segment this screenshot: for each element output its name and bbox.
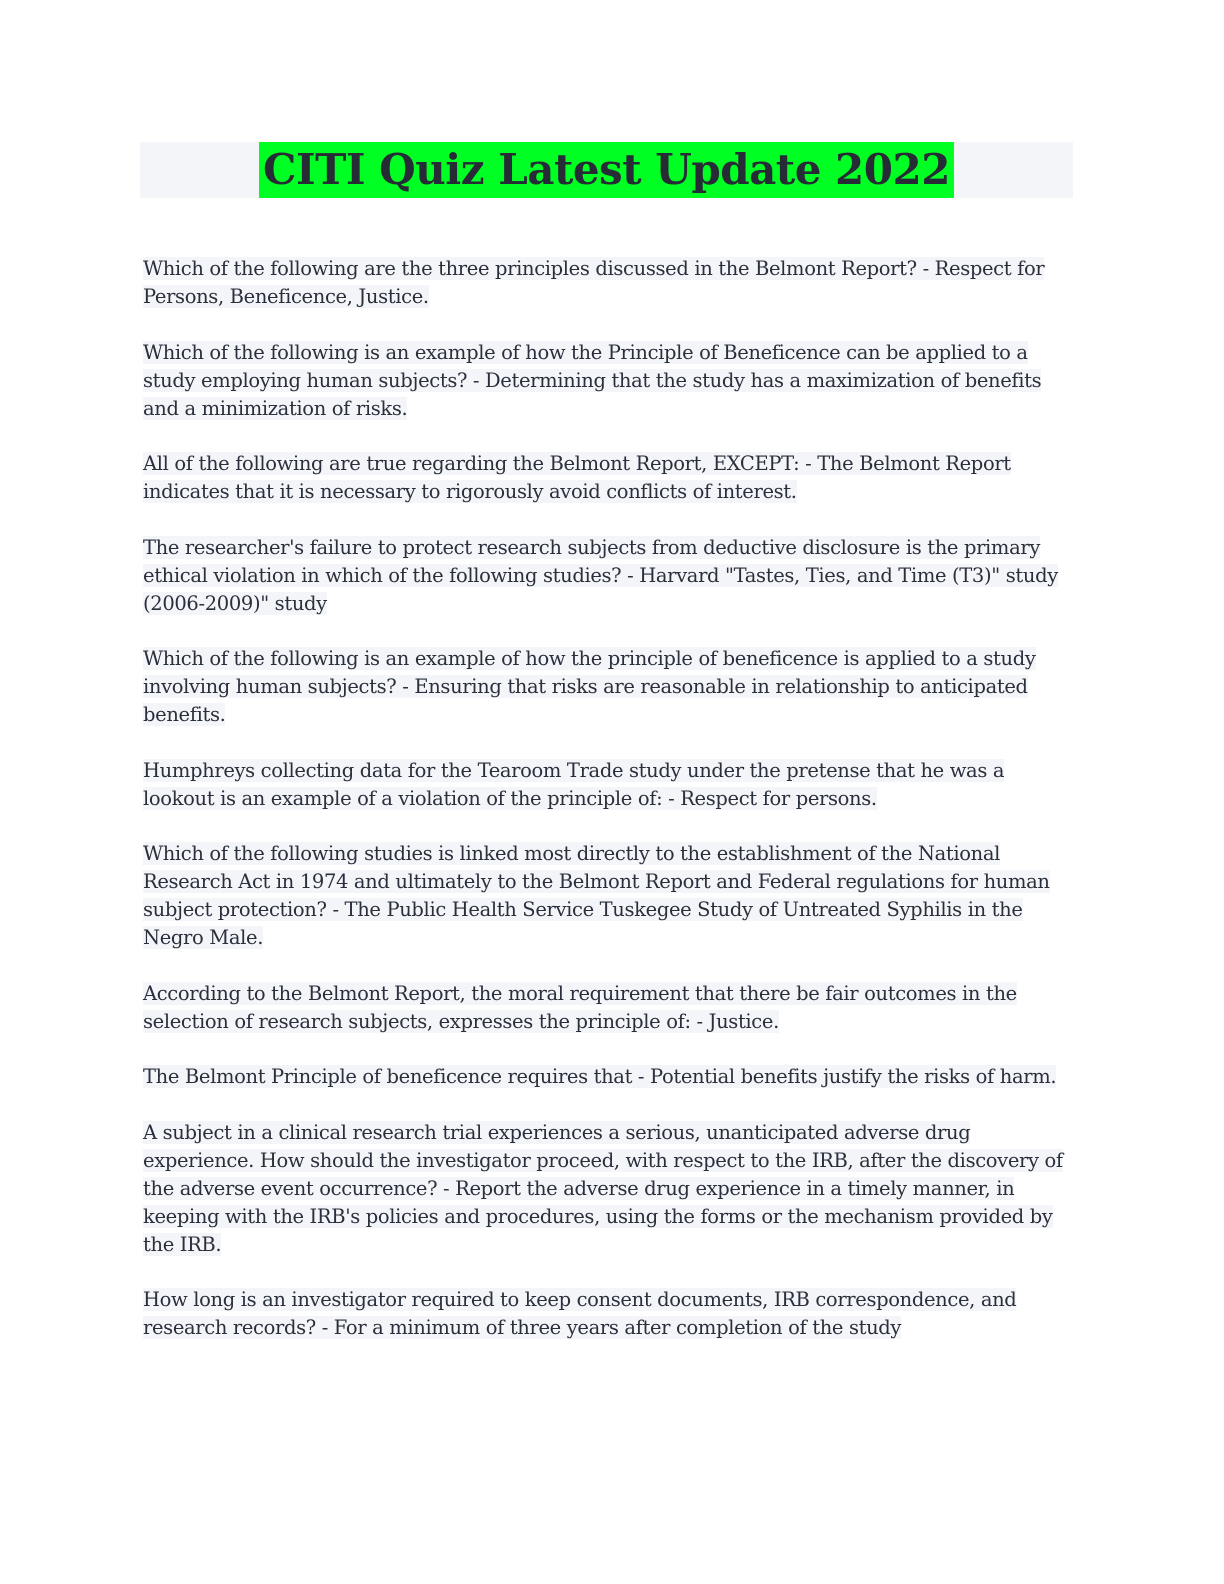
qa-item (143, 1063, 1073, 1091)
qa-text: Which of the following is an example of how the Principle of Beneficence can be applied to a study employing human subjects? - Determining that the study has a maximization of benefits and a minimization of risks. (143, 340, 1042, 420)
qa-text: A subject in a clinical research trial experiences a serious, unanticipated adverse drug experience. How should the investigator proceed, with respect to the IRB, after the discovery of the adverse event occurrence? - Report the adverse drug experience in a timely manner, in keeping with the IRB's policies and procedures, using the forms or the mechanism provided by the IRB. (143, 1120, 1063, 1256)
qa-text: Which of the following studies is linked most directly to the establishment of the National Research Act in 1974 and ultimately to the Belmont Report and Federal regulations for human subject protection? - The Public Health Service Tuskegee Study of Untreated Syphilis in the Negro Male. (143, 842, 1050, 949)
qa-item (143, 534, 1073, 618)
page-title: CITI Quiz Latest Update 2022 (259, 142, 954, 198)
qa-text: Which of the following is an example of how the principle of beneficence is applied to a study involving human subjects? - Ensuring that risks are reasonable in relationship to anticipated benefits. (143, 647, 1036, 726)
qa-text: Which of the following are the three principles discussed in the Belmont Report? - Respect for Persons, Beneficence, Justice. (143, 257, 1045, 308)
qa-text: According to the Belmont Report, the moral requirement that there be fair outcomes in the selection of research subjects, expresses the principle of: - Justice. (143, 981, 1017, 1033)
qa-item (143, 339, 1073, 423)
qa-text: All of the following are true regarding the Belmont Report, EXCEPT: - The Belmont Report indicates that it is necessary to rigorously avoid conflicts of interest. (143, 452, 1011, 503)
qa-item (143, 1119, 1073, 1259)
qa-item (143, 255, 1073, 311)
qa-item (143, 1286, 1073, 1342)
qa-item (143, 757, 1073, 813)
qa-text: The researcher's failure to protect research subjects from deductive disclosure is the primary ethical violation in which of the following studies? - Harvard "Tastes, Ties, and Time (T3)" study (2006-2009)" study (143, 535, 1058, 615)
qa-item (143, 450, 1073, 506)
qa-list (143, 255, 1073, 1370)
title-band (140, 142, 1073, 198)
qa-text: Humphreys collecting data for the Tearoom Trade study under the pretense that he was a lookout is an example of a violation of the principle of: - Respect for persons. (143, 758, 1005, 810)
qa-text: How long is an investigator required to keep consent documents, IRB correspondence, and research records? - For a minimum of three years after completion of the study (143, 1288, 1017, 1339)
qa-item (143, 645, 1073, 729)
qa-text: The Belmont Principle of beneficence requires that - Potential benefits justify the risks of harm. (143, 1065, 1057, 1088)
qa-item (143, 980, 1073, 1036)
qa-item (143, 840, 1073, 952)
